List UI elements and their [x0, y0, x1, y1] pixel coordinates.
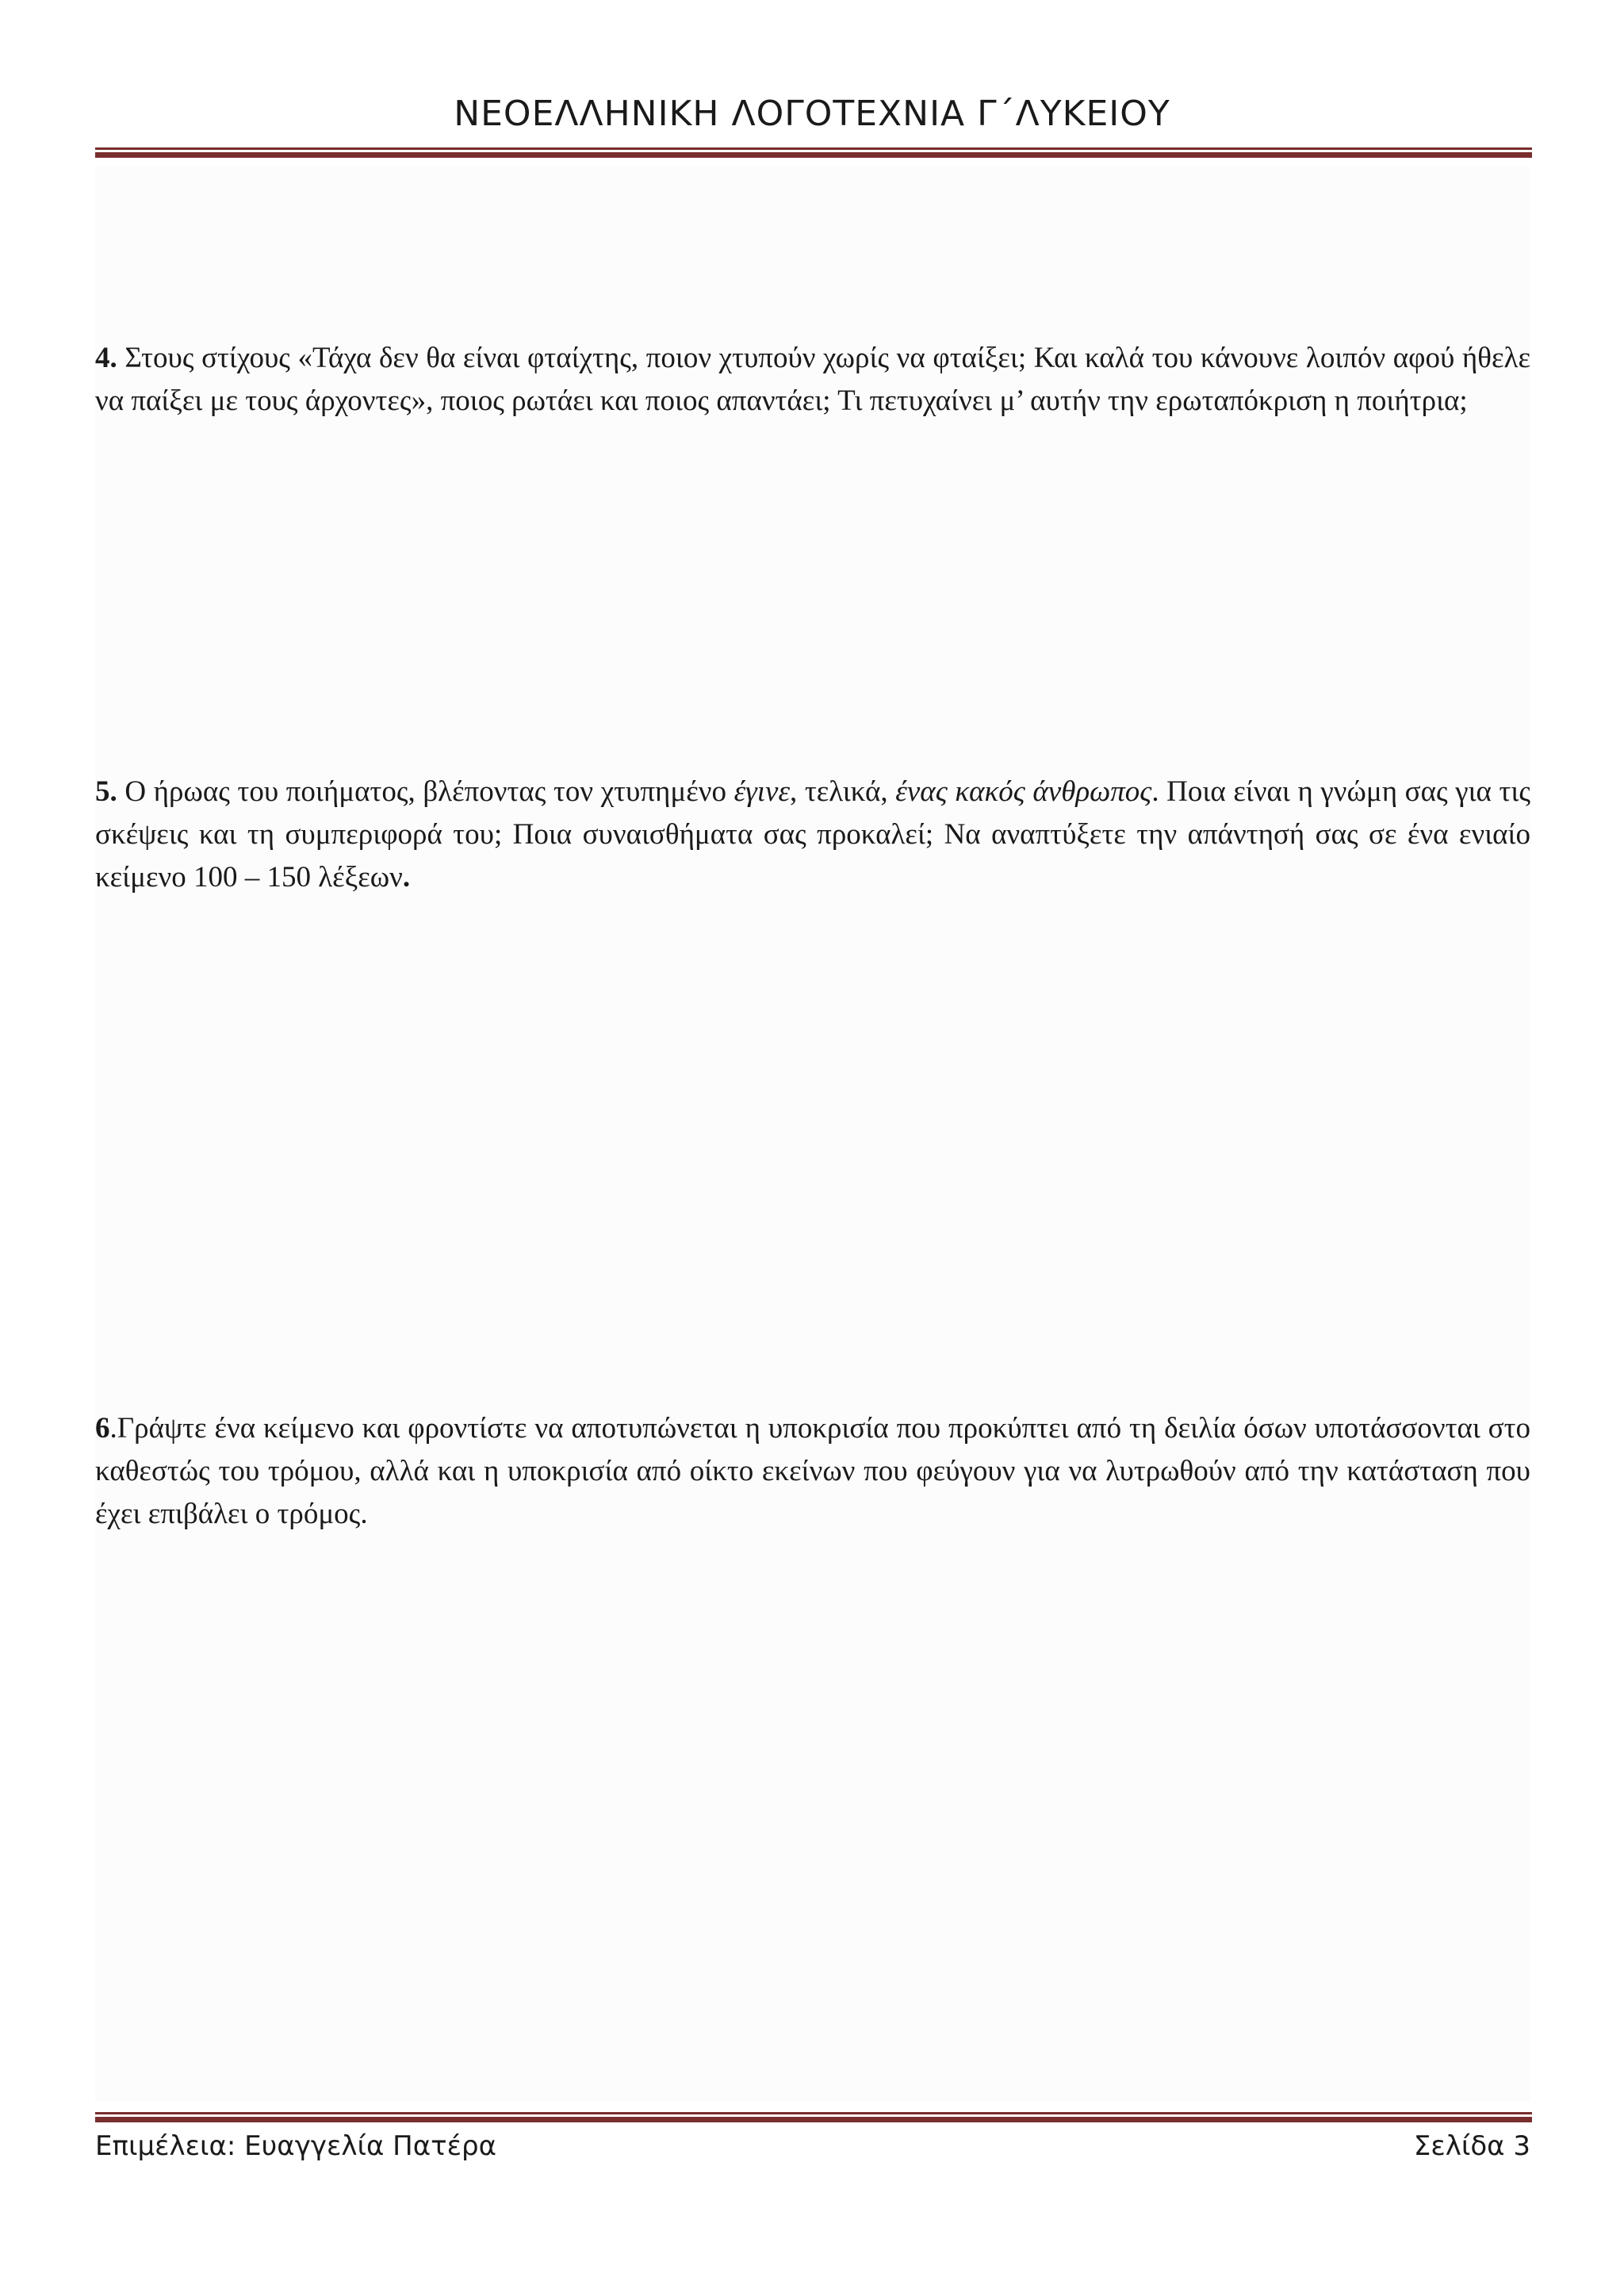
- question-text: . Ποια είναι η γνώμη σας για τις σκέψεις και τη συμπεριφορά του; Ποια συναισθήματα σας προκαλεί; Να αναπτύξετε την απάντησή σας σε ένα ενιαίο κείμενο 100 – 150 λέξεων: [95, 775, 1530, 894]
- question-4: [95, 337, 1530, 423]
- question-6: [95, 1407, 1530, 1536]
- question-text: , τελικά,: [790, 775, 896, 808]
- page-header-title: ΝΕΟΕΛΛΗΝΙΚΗ ΛΟΓΟΤΕΧΝΙΑ Γ΄ΛΥΚΕΙΟΥ: [454, 94, 1170, 134]
- question-text: .Γράψτε ένα κείμενο και φροντίστε να αποτυπώνεται η υποκρισία που προκύπτει από τη δειλία όσων υποτάσσονται στο καθεστώς του τρόμου, αλλά και η υποκρισία από οίκτο εκείνων που φεύγουν για να λυτρωθούν από την κατάσταση που έχει επιβάλει ο τρόμος.: [95, 1412, 1530, 1530]
- footer-author: Επιμέλεια: Ευαγγελία Πατέρα: [95, 2130, 496, 2162]
- question-number: 5.: [95, 775, 117, 808]
- footer-page-number: Σελίδα 3: [1413, 2130, 1530, 2162]
- question-5: [95, 771, 1530, 899]
- question-italic-phrase: έγινε: [733, 775, 791, 808]
- question-italic-phrase: ένας κακός άνθρωπος: [895, 775, 1152, 808]
- page-body-area: [95, 166, 1530, 2101]
- question-text: Στους στίχους «Τάχα δεν θα είναι φταίχτης, ποιον χτυπούν χωρίς να φταίξει; Και καλά του κάνουνε λοιπόν αφού ήθελε να παίξει με τους άρχοντες», ποιος ρωτάει και ποιος απαντάει; Τι πετυχαίνει μ’ αυτήν την ερωταπόκριση η ποιήτρια;: [95, 342, 1530, 417]
- question-end-mark: .: [402, 861, 411, 894]
- question-number: 6: [95, 1412, 110, 1445]
- footer-divider: [95, 2112, 1532, 2122]
- question-number: 4.: [95, 342, 117, 374]
- question-text: Ο ήρωας του ποιήματος, βλέποντας τον χτυπημένο: [117, 775, 734, 808]
- header-divider: [95, 147, 1532, 158]
